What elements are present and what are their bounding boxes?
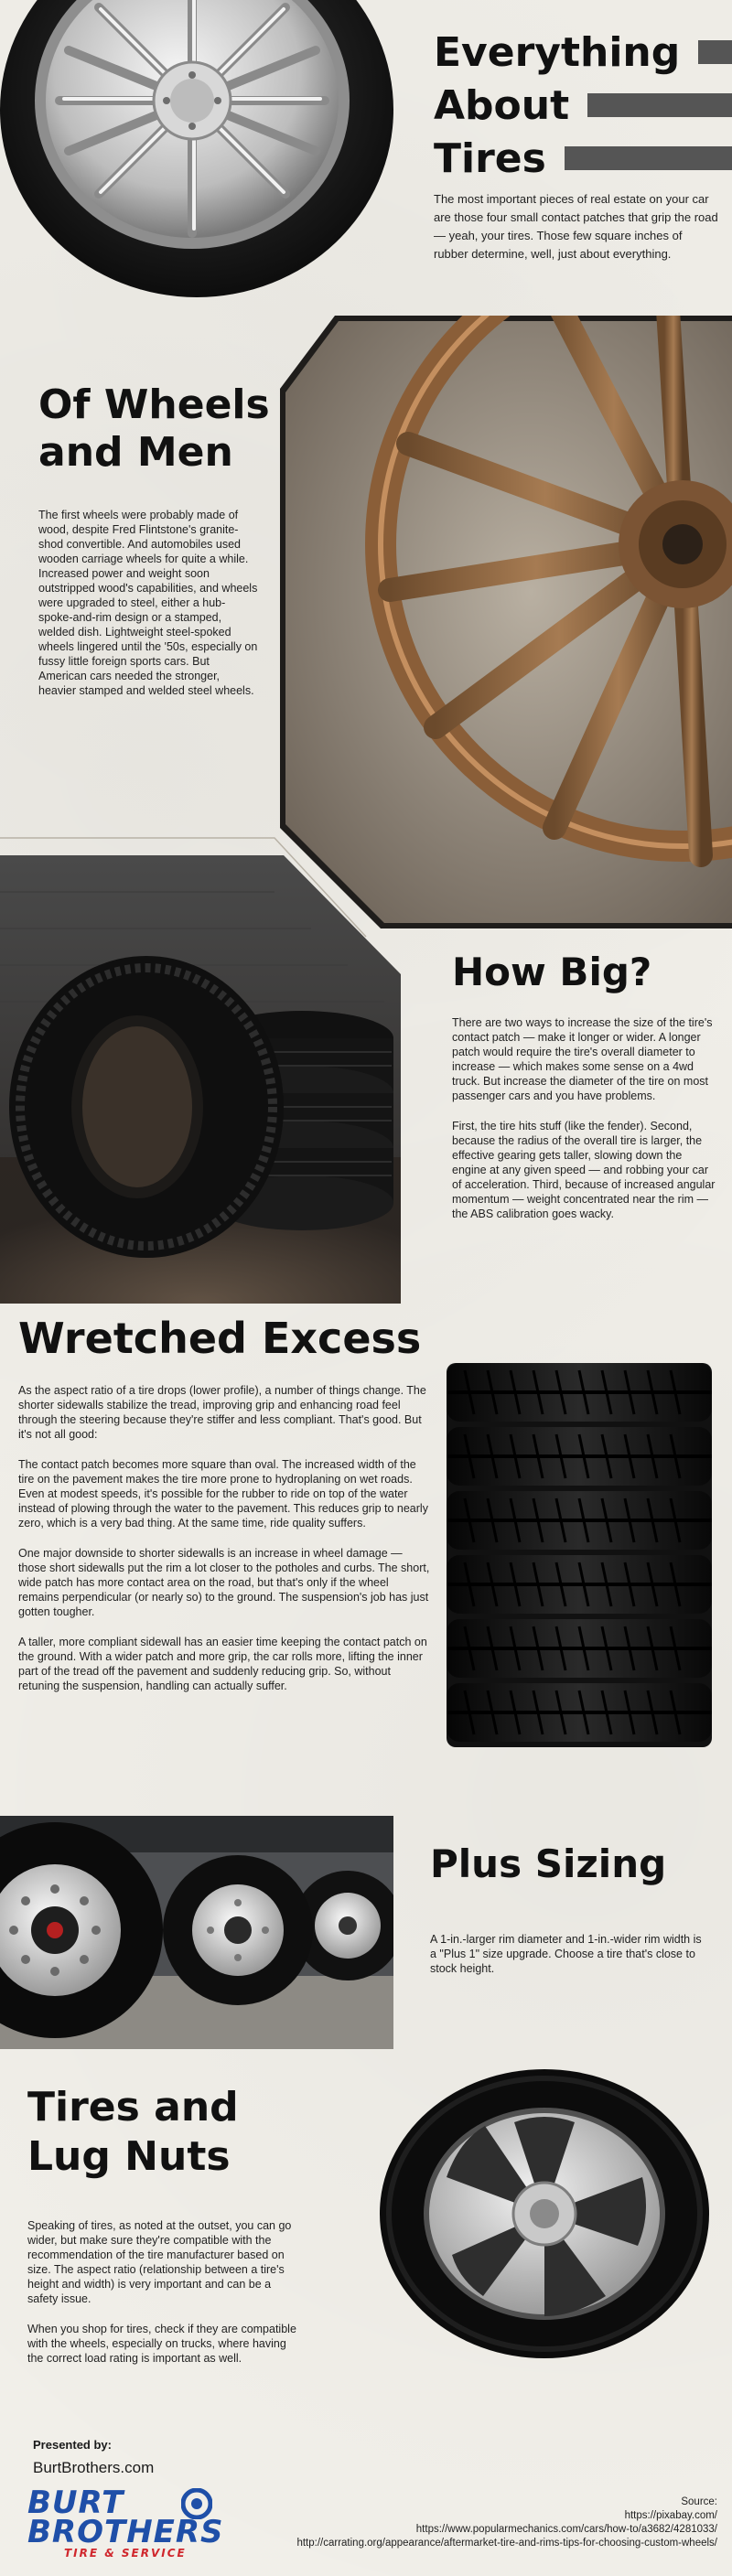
source-link[interactable]: https://pixabay.com/ — [624, 2510, 717, 2521]
title-bar-decoration — [587, 93, 732, 117]
wheels-body: The first wheels were probably made of wood, despite Fred Flintstone's granite-shod convertible. And automobiles used wooden carriage wheels for quite a while. Increased power and weight soon outstripped wood's capabilities, and wheels were upgraded to steel, either a hub-spoke-and-rim design or a stamped, welded dish. Lightweight steel-spoked wheels lingered until the '50s, especially on fussy little foreign sports cars. But American cars needed the stronger, heavier stamped and welded steel wheels. — [38, 509, 258, 697]
lug-nuts-title-line: Lug Nuts — [27, 2133, 231, 2180]
tire-logo-icon — [181, 2488, 212, 2519]
lug-nuts-title-line: Tires and — [27, 2084, 239, 2131]
plus-sizing-section — [0, 1816, 732, 2054]
hero-section — [0, 0, 732, 311]
wretched-body — [18, 1383, 430, 1709]
hero-title-line — [434, 132, 732, 185]
hero-title-line — [434, 79, 732, 132]
logo-tagline: TIRE & SERVICE — [64, 2547, 187, 2560]
wretched-paragraph: A taller, more compliant sidewall has an easier time keeping the contact patch on the ground. With a wider patch and more grip, the car rolls more, lifting the inner part of the tread off the pavement and suddenly reducing grip. So, without retuning the suspension, handling can actually suffer. — [18, 1636, 427, 1692]
hero-title-word: Tires — [434, 134, 546, 182]
alloy-wheel-image — [0, 0, 393, 311]
wretched-paragraph: As the aspect ratio of a tire drops (lower profile), a number of things change. The shorter sidewalls stabilize the tread, improving grip and enhancing road feel through the steering because they're stiffer and less compliant. That's good. But it's not all good: — [18, 1384, 426, 1441]
truck-wheels-image — [0, 1816, 393, 2049]
hero-title-word: About — [434, 81, 570, 129]
hero-title-word: Everything — [434, 28, 681, 76]
how-big-section — [0, 855, 732, 1313]
how-big-paragraph: There are two ways to increase the size of the tire's contact patch — make it longer or wider. A longer patch would require the tire's overall diameter to increase — which makes some sense on a 4wd truck. But increase the diameter of the tire on most passenger cars and you have problems. — [452, 1016, 713, 1102]
burt-brothers-logo — [27, 2485, 229, 2560]
wretched-section — [0, 1308, 732, 1802]
presented-by-label: Presented by: — [33, 2438, 112, 2452]
wretched-paragraph: One major downside to shorter sidewalls is an increase in wheel damage — those short sidewalls put the rim a lot closer to the potholes and curbs. The short, wide patch has more contact area on the road, but that's only if the wheel remains perpendicular (or nearly so) to the ground. The suspension's job has just gotten tougher. — [18, 1547, 430, 1618]
title-bar-decoration — [565, 146, 732, 170]
logo-line-1: BURT — [27, 2485, 124, 2521]
alloy-rim-image — [377, 2067, 712, 2360]
source-link[interactable]: https://www.popularmechanics.com/cars/how-to/a3682/4281033/ — [415, 2524, 717, 2535]
website-link[interactable]: BurtBrothers.com — [33, 2459, 155, 2476]
how-big-title: How Big? — [452, 950, 652, 994]
wheels-title-line: Of Wheels — [38, 381, 270, 428]
wheels-title-line: and Men — [38, 429, 233, 476]
hero-intro: The most important pieces of real estate on your car are those four small contact patches that grip the road — yeah, your tires. Those few square inches of rubber determine, well, just about everything. — [434, 192, 718, 261]
stacked-tires-image — [0, 855, 401, 1304]
source-label: Source: — [681, 2496, 717, 2507]
sources-block — [296, 2496, 717, 2550]
lug-nuts-paragraph: When you shop for tires, check if they are compatible with the wheels, especially on trucks, where having the correct load rating is important as well. — [27, 2323, 296, 2365]
lug-nuts-section — [0, 2054, 732, 2438]
wretched-title: Wretched Excess — [18, 1314, 422, 1363]
how-big-body — [452, 1015, 716, 1237]
plus-sizing-body: A 1-in.-larger rim diameter and 1-in.-wider rim width is a "Plus 1" size upgrade. Choose a tire that's close to stock height. — [430, 1933, 702, 1975]
logo-line-2: BROTHERS — [27, 2514, 224, 2550]
hero-title-line — [434, 26, 732, 79]
hero-title — [434, 26, 732, 185]
lug-nuts-body — [27, 2218, 302, 2381]
how-big-paragraph: First, the tire hits stuff (like the fender). Second, because the radius of the overall tire is larger, the effective gearing gets taller, slowing down the engine at any given speed — and robbing your car of acceleration. Third, because of increased angular momentum — weight concentrated near the rim — the ABS calibration goes wacky. — [452, 1120, 716, 1220]
wheels-title — [38, 381, 270, 477]
lug-nuts-paragraph: Speaking of tires, as noted at the outset, you can go wider, but make sure they're compatible with the recommendation of the tire manufacturer based on size. The aspect ratio (relationship between a tire's height and width) is very important and can be a safety issue. — [27, 2219, 292, 2305]
tire-tread-image — [447, 1363, 712, 1747]
wretched-paragraph: The contact patch becomes more square than oval. The increased width of the tire on the pavement makes the tire more prone to hydroplaning on wet roads. Even at modest speeds, it's possible for the rubber to ride on top of the water instead of plowing through the water to the pavement. This reduces grip to nearly zero, which is a very bad thing. At the same time, ride quality suffers. — [18, 1458, 428, 1530]
source-link[interactable]: http://carrating.org/appearance/aftermarket-tire-and-rims-tips-for-choosing-custom-wheels/ — [296, 2538, 717, 2549]
lug-nuts-title — [27, 2083, 239, 2182]
plus-sizing-title: Plus Sizing — [430, 1841, 667, 1886]
title-bar-decoration — [698, 40, 732, 64]
footer — [0, 2433, 732, 2576]
